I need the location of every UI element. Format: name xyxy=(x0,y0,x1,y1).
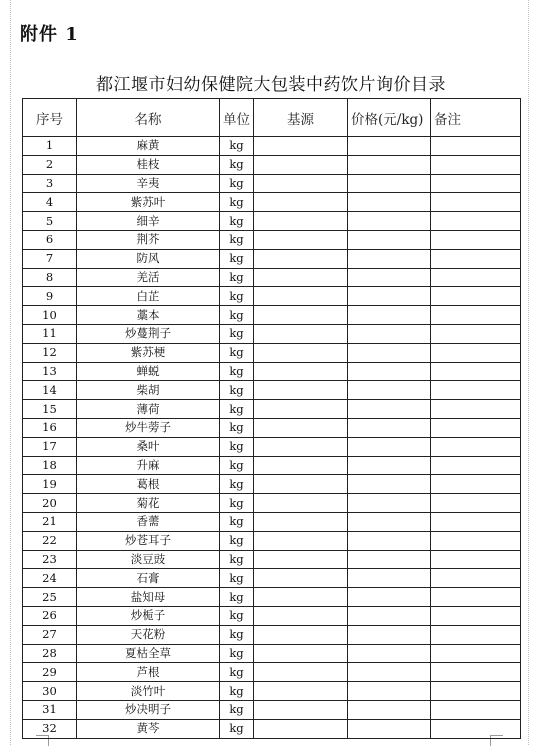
herb-name-cell: 芦根 xyxy=(77,663,220,682)
herb-name-cell: 黄芩 xyxy=(77,719,220,738)
serial-no-cell: 32 xyxy=(23,719,77,738)
remarks-cell xyxy=(431,230,521,249)
table-row xyxy=(23,418,521,437)
origin-cell xyxy=(254,719,348,738)
herb-name-cell: 辛夷 xyxy=(77,174,220,193)
table-row xyxy=(23,700,521,719)
remarks-cell xyxy=(431,155,521,174)
price-cell xyxy=(348,193,431,212)
remarks-cell xyxy=(431,193,521,212)
unit-cell: kg xyxy=(220,249,254,268)
herb-name-cell: 薄荷 xyxy=(77,400,220,419)
table-row xyxy=(23,287,521,306)
table-row xyxy=(23,512,521,531)
price-cell xyxy=(348,531,431,550)
price-cell xyxy=(348,174,431,193)
unit-cell: kg xyxy=(220,682,254,701)
origin-cell xyxy=(254,306,348,325)
remarks-cell xyxy=(431,512,521,531)
unit-cell: kg xyxy=(220,268,254,287)
herb-name-cell: 炒栀子 xyxy=(77,606,220,625)
unit-cell: kg xyxy=(220,588,254,607)
table-row xyxy=(23,550,521,569)
price-cell xyxy=(348,400,431,419)
serial-no-cell: 4 xyxy=(23,193,77,212)
remarks-cell xyxy=(431,700,521,719)
attachment-label: 附件 1 xyxy=(20,24,79,45)
unit-cell: kg xyxy=(220,155,254,174)
table-row xyxy=(23,588,521,607)
remarks-cell xyxy=(431,606,521,625)
price-cell xyxy=(348,700,431,719)
table-row xyxy=(23,381,521,400)
unit-cell: kg xyxy=(220,324,254,343)
table-row xyxy=(23,137,521,156)
serial-no-cell: 27 xyxy=(23,625,77,644)
unit-cell: kg xyxy=(220,362,254,381)
unit-cell: kg xyxy=(220,644,254,663)
herb-name-cell: 葛根 xyxy=(77,475,220,494)
serial-no-cell: 13 xyxy=(23,362,77,381)
remarks-cell xyxy=(431,174,521,193)
remarks-cell xyxy=(431,456,521,475)
remarks-cell xyxy=(431,249,521,268)
remarks-cell xyxy=(431,550,521,569)
table-row xyxy=(23,324,521,343)
price-cell xyxy=(348,644,431,663)
remarks-cell xyxy=(431,625,521,644)
table-row xyxy=(23,306,521,325)
origin-cell xyxy=(254,437,348,456)
serial-no-cell: 10 xyxy=(23,306,77,325)
price-cell xyxy=(348,137,431,156)
table-row xyxy=(23,475,521,494)
serial-no-cell: 14 xyxy=(23,381,77,400)
remarks-cell xyxy=(431,287,521,306)
remarks-cell xyxy=(431,531,521,550)
origin-cell xyxy=(254,155,348,174)
origin-cell xyxy=(254,418,348,437)
serial-no-cell: 22 xyxy=(23,531,77,550)
page-margin-guide-right xyxy=(528,0,529,745)
unit-cell: kg xyxy=(220,381,254,400)
serial-no-cell: 9 xyxy=(23,287,77,306)
header-unit: 单位 xyxy=(220,99,254,137)
table-row xyxy=(23,569,521,588)
herb-name-cell: 盐知母 xyxy=(77,588,220,607)
serial-no-cell: 18 xyxy=(23,456,77,475)
herb-name-cell: 防风 xyxy=(77,249,220,268)
origin-cell xyxy=(254,475,348,494)
serial-no-cell: 15 xyxy=(23,400,77,419)
origin-cell xyxy=(254,212,348,231)
origin-cell xyxy=(254,400,348,419)
herb-name-cell: 炒苍耳子 xyxy=(77,531,220,550)
serial-no-cell: 8 xyxy=(23,268,77,287)
unit-cell: kg xyxy=(220,437,254,456)
remarks-cell xyxy=(431,588,521,607)
price-cell xyxy=(348,324,431,343)
price-cell xyxy=(348,569,431,588)
remarks-cell xyxy=(431,400,521,419)
remarks-cell xyxy=(431,381,521,400)
table-row xyxy=(23,606,521,625)
remarks-cell xyxy=(431,494,521,513)
price-cell xyxy=(348,606,431,625)
price-cell xyxy=(348,494,431,513)
origin-cell xyxy=(254,531,348,550)
serial-no-cell: 21 xyxy=(23,512,77,531)
origin-cell xyxy=(254,268,348,287)
origin-cell xyxy=(254,381,348,400)
herb-name-cell: 蝉蜕 xyxy=(77,362,220,381)
serial-no-cell: 12 xyxy=(23,343,77,362)
unit-cell: kg xyxy=(220,475,254,494)
serial-no-cell: 11 xyxy=(23,324,77,343)
serial-no-cell: 24 xyxy=(23,569,77,588)
inquiry-catalog-table xyxy=(22,98,521,739)
price-cell xyxy=(348,155,431,174)
unit-cell: kg xyxy=(220,137,254,156)
unit-cell: kg xyxy=(220,550,254,569)
serial-no-cell: 31 xyxy=(23,700,77,719)
unit-cell: kg xyxy=(220,719,254,738)
price-cell xyxy=(348,418,431,437)
serial-no-cell: 28 xyxy=(23,644,77,663)
origin-cell xyxy=(254,700,348,719)
unit-cell: kg xyxy=(220,456,254,475)
price-cell xyxy=(348,475,431,494)
header-origin: 基源 xyxy=(254,99,348,137)
table-row xyxy=(23,400,521,419)
remarks-cell xyxy=(431,212,521,231)
page-margin-guide-left xyxy=(10,0,11,745)
table-row xyxy=(23,494,521,513)
price-cell xyxy=(348,306,431,325)
serial-no-cell: 26 xyxy=(23,606,77,625)
table-header-row xyxy=(23,99,521,137)
table-row xyxy=(23,193,521,212)
serial-no-cell: 2 xyxy=(23,155,77,174)
table-row xyxy=(23,174,521,193)
price-cell xyxy=(348,719,431,738)
herb-name-cell: 柴胡 xyxy=(77,381,220,400)
unit-cell: kg xyxy=(220,306,254,325)
origin-cell xyxy=(254,174,348,193)
remarks-cell xyxy=(431,569,521,588)
herb-name-cell: 炒蔓荆子 xyxy=(77,324,220,343)
unit-cell: kg xyxy=(220,625,254,644)
herb-name-cell: 石膏 xyxy=(77,569,220,588)
origin-cell xyxy=(254,494,348,513)
unit-cell: kg xyxy=(220,418,254,437)
price-cell xyxy=(348,212,431,231)
herb-name-cell: 麻黄 xyxy=(77,137,220,156)
herb-name-cell: 紫苏叶 xyxy=(77,193,220,212)
serial-no-cell: 23 xyxy=(23,550,77,569)
price-cell xyxy=(348,287,431,306)
price-cell xyxy=(348,682,431,701)
serial-no-cell: 19 xyxy=(23,475,77,494)
table-row xyxy=(23,644,521,663)
herb-name-cell: 夏枯全草 xyxy=(77,644,220,663)
serial-no-cell: 5 xyxy=(23,212,77,231)
remarks-cell xyxy=(431,418,521,437)
origin-cell xyxy=(254,644,348,663)
herb-name-cell: 紫苏梗 xyxy=(77,343,220,362)
price-cell xyxy=(348,437,431,456)
serial-no-cell: 29 xyxy=(23,663,77,682)
serial-no-cell: 25 xyxy=(23,588,77,607)
unit-cell: kg xyxy=(220,494,254,513)
header-serial-no: 序号 xyxy=(23,99,77,137)
herb-name-cell: 炒决明子 xyxy=(77,700,220,719)
serial-no-cell: 3 xyxy=(23,174,77,193)
unit-cell: kg xyxy=(220,700,254,719)
origin-cell xyxy=(254,230,348,249)
remarks-cell xyxy=(431,362,521,381)
remarks-cell xyxy=(431,306,521,325)
price-cell xyxy=(348,268,431,287)
remarks-cell xyxy=(431,644,521,663)
table-row xyxy=(23,343,521,362)
unit-cell: kg xyxy=(220,606,254,625)
origin-cell xyxy=(254,343,348,362)
table-row xyxy=(23,212,521,231)
price-cell xyxy=(348,663,431,682)
herb-name-cell: 羌活 xyxy=(77,268,220,287)
herb-name-cell: 藁本 xyxy=(77,306,220,325)
table-row xyxy=(23,531,521,550)
origin-cell xyxy=(254,569,348,588)
unit-cell: kg xyxy=(220,193,254,212)
table-row xyxy=(23,155,521,174)
remarks-cell xyxy=(431,475,521,494)
table-row xyxy=(23,682,521,701)
origin-cell xyxy=(254,362,348,381)
remarks-cell xyxy=(431,343,521,362)
origin-cell xyxy=(254,682,348,701)
serial-no-cell: 16 xyxy=(23,418,77,437)
origin-cell xyxy=(254,512,348,531)
price-cell xyxy=(348,550,431,569)
unit-cell: kg xyxy=(220,569,254,588)
herb-name-cell: 淡豆豉 xyxy=(77,550,220,569)
price-cell xyxy=(348,230,431,249)
document-title: 都江堰市妇幼保健院大包装中药饮片询价目录 xyxy=(96,75,446,95)
origin-cell xyxy=(254,588,348,607)
serial-no-cell: 7 xyxy=(23,249,77,268)
serial-no-cell: 6 xyxy=(23,230,77,249)
table-row xyxy=(23,230,521,249)
herb-name-cell: 淡竹叶 xyxy=(77,682,220,701)
header-price: 价格(元/kg) xyxy=(348,99,431,137)
serial-no-cell: 1 xyxy=(23,137,77,156)
serial-no-cell: 17 xyxy=(23,437,77,456)
table-row xyxy=(23,719,521,738)
origin-cell xyxy=(254,324,348,343)
table-row xyxy=(23,268,521,287)
unit-cell: kg xyxy=(220,212,254,231)
origin-cell xyxy=(254,456,348,475)
remarks-cell xyxy=(431,682,521,701)
origin-cell xyxy=(254,606,348,625)
herb-name-cell: 细辛 xyxy=(77,212,220,231)
origin-cell xyxy=(254,137,348,156)
unit-cell: kg xyxy=(220,531,254,550)
price-cell xyxy=(348,512,431,531)
table-row xyxy=(23,456,521,475)
serial-no-cell: 30 xyxy=(23,682,77,701)
price-cell xyxy=(348,456,431,475)
remarks-cell xyxy=(431,719,521,738)
price-cell xyxy=(348,343,431,362)
unit-cell: kg xyxy=(220,174,254,193)
herb-name-cell: 桑叶 xyxy=(77,437,220,456)
unit-cell: kg xyxy=(220,287,254,306)
origin-cell xyxy=(254,550,348,569)
table-row xyxy=(23,437,521,456)
header-remarks: 备注 xyxy=(431,99,521,137)
unit-cell: kg xyxy=(220,230,254,249)
table-row xyxy=(23,249,521,268)
unit-cell: kg xyxy=(220,663,254,682)
remarks-cell xyxy=(431,324,521,343)
remarks-cell xyxy=(431,268,521,287)
origin-cell xyxy=(254,625,348,644)
price-cell xyxy=(348,249,431,268)
herb-name-cell: 天花粉 xyxy=(77,625,220,644)
unit-cell: kg xyxy=(220,512,254,531)
herb-name-cell: 炒牛蒡子 xyxy=(77,418,220,437)
origin-cell xyxy=(254,193,348,212)
remarks-cell xyxy=(431,437,521,456)
remarks-cell xyxy=(431,137,521,156)
price-cell xyxy=(348,362,431,381)
serial-no-cell: 20 xyxy=(23,494,77,513)
header-name: 名称 xyxy=(77,99,220,137)
origin-cell xyxy=(254,249,348,268)
herb-name-cell: 升麻 xyxy=(77,456,220,475)
herb-name-cell: 白芷 xyxy=(77,287,220,306)
table-row xyxy=(23,362,521,381)
origin-cell xyxy=(254,287,348,306)
herb-name-cell: 荆芥 xyxy=(77,230,220,249)
remarks-cell xyxy=(431,663,521,682)
table-row xyxy=(23,625,521,644)
price-cell xyxy=(348,381,431,400)
unit-cell: kg xyxy=(220,400,254,419)
origin-cell xyxy=(254,663,348,682)
price-cell xyxy=(348,625,431,644)
herb-name-cell: 桂枝 xyxy=(77,155,220,174)
unit-cell: kg xyxy=(220,343,254,362)
table-row xyxy=(23,663,521,682)
herb-name-cell: 菊花 xyxy=(77,494,220,513)
herb-name-cell: 香薷 xyxy=(77,512,220,531)
price-cell xyxy=(348,588,431,607)
